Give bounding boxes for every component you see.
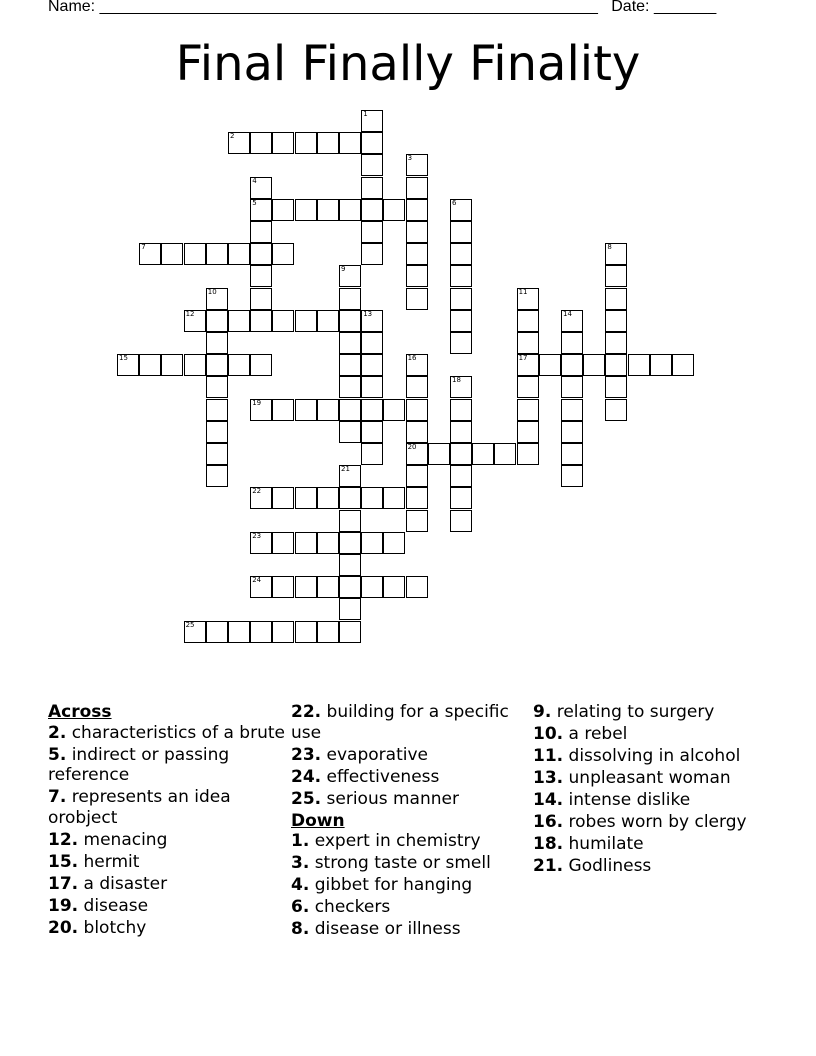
clue-across-17: 17. a disaster <box>48 873 168 894</box>
grid-cell[interactable] <box>517 399 539 421</box>
grid-cell[interactable] <box>361 443 383 465</box>
grid-cell[interactable] <box>317 487 339 509</box>
grid-cell[interactable] <box>339 554 361 576</box>
grid-cell[interactable] <box>317 132 339 154</box>
grid-cell[interactable] <box>250 288 272 310</box>
grid-cell[interactable] <box>339 576 361 598</box>
cell-number: 15 <box>119 354 128 363</box>
grid-cell[interactable] <box>272 199 294 221</box>
grid-cell[interactable] <box>517 288 539 310</box>
grid-cell[interactable] <box>383 532 405 554</box>
grid-cell[interactable] <box>361 199 383 221</box>
grid-cell[interactable] <box>339 532 361 554</box>
grid-cell[interactable] <box>672 354 694 376</box>
grid-cell[interactable] <box>450 510 472 532</box>
grid-cell[interactable] <box>161 354 183 376</box>
cell-number: 20 <box>407 443 417 451</box>
grid-cell[interactable] <box>339 354 361 376</box>
grid-cell[interactable] <box>184 621 206 643</box>
grid-cell[interactable] <box>339 465 361 487</box>
clue-down-1: 1. expert in chemistry <box>291 831 481 851</box>
puzzle-title: Final Finally Finality <box>175 36 641 92</box>
grid-cell[interactable] <box>361 487 383 509</box>
grid-cell[interactable] <box>406 487 428 509</box>
grid-cell[interactable] <box>605 243 627 265</box>
clue-across-23: 23. evaporative <box>291 744 428 765</box>
grid-cell[interactable] <box>206 354 228 376</box>
grid-cell[interactable] <box>317 532 339 554</box>
cell-number: 23 <box>252 531 262 540</box>
grid-cell[interactable] <box>206 376 228 398</box>
grid-cell[interactable] <box>361 532 383 554</box>
grid-cell[interactable] <box>250 354 272 376</box>
clue-down-11: 11. dissolving in alcohol <box>533 746 741 766</box>
grid-cell[interactable] <box>250 265 272 287</box>
grid-cell[interactable] <box>250 399 272 421</box>
grid-cell[interactable] <box>361 221 383 243</box>
grid-cell[interactable] <box>406 154 428 176</box>
across-heading: Across <box>48 702 112 722</box>
grid-cell[interactable] <box>406 376 428 398</box>
grid-cell[interactable] <box>339 310 361 332</box>
grid-cell[interactable] <box>206 421 228 443</box>
clue-down-10: 10. a rebel <box>533 724 628 744</box>
grid-cell[interactable] <box>450 221 472 243</box>
grid-cell[interactable] <box>605 354 627 376</box>
clue-down-4: 4. gibbet for hanging <box>291 875 473 895</box>
grid-cell[interactable] <box>361 399 383 421</box>
grid-cell[interactable] <box>450 265 472 287</box>
grid-cell[interactable] <box>361 376 383 398</box>
grid-cell[interactable] <box>250 621 272 643</box>
clue-across-20: 20. blotchy <box>48 917 147 938</box>
grid-cell[interactable] <box>250 487 272 509</box>
clue-across-24: 24. effectiveness <box>291 766 440 787</box>
clue-down-6: 6. checkers <box>291 897 391 917</box>
grid-cell[interactable] <box>561 443 583 465</box>
grid-cell[interactable] <box>250 532 272 554</box>
grid-cell[interactable] <box>605 399 627 421</box>
grid-cell[interactable] <box>206 332 228 354</box>
grid-cell[interactable] <box>383 399 405 421</box>
clue-down-21: 21. Godliness <box>533 856 652 876</box>
cell-number: 8 <box>607 243 612 252</box>
name-label: Name: <box>48 0 96 15</box>
grid-cell[interactable] <box>228 243 250 265</box>
grid-cell[interactable] <box>184 354 206 376</box>
grid-cell[interactable] <box>206 310 228 332</box>
cell-number: 22 <box>252 487 262 496</box>
grid-cell[interactable] <box>317 399 339 421</box>
cell-number: 17 <box>518 354 528 363</box>
grid-cell[interactable] <box>317 310 339 332</box>
grid-cell[interactable] <box>561 465 583 487</box>
clues-column-1 <box>48 702 288 940</box>
grid-cell[interactable] <box>295 132 317 154</box>
grid-cell[interactable] <box>361 310 383 332</box>
clue-down-14: 14. intense dislike <box>533 790 691 810</box>
clue-across-5: 5. indirect or passing reference <box>48 744 230 785</box>
grid-cell[interactable] <box>339 265 361 287</box>
cell-number: 7 <box>141 243 146 252</box>
grid-cell[interactable] <box>450 399 472 421</box>
cell-number: 4 <box>252 176 257 185</box>
grid-cell[interactable] <box>339 487 361 509</box>
clues-column-3 <box>533 702 783 878</box>
grid-cell[interactable] <box>605 332 627 354</box>
grid-cell[interactable] <box>406 177 428 199</box>
grid-cell[interactable] <box>339 199 361 221</box>
grid-cell[interactable] <box>406 510 428 532</box>
name-line[interactable]: ________________________________________________________ <box>99 0 598 15</box>
grid-cell[interactable] <box>361 177 383 199</box>
grid-cell[interactable] <box>406 443 428 465</box>
grid-cell[interactable] <box>561 421 583 443</box>
grid-cell[interactable] <box>361 243 383 265</box>
grid-cell[interactable] <box>561 399 583 421</box>
grid-cell[interactable] <box>539 354 561 376</box>
grid-cell[interactable] <box>228 354 250 376</box>
cell-number: 9 <box>341 265 346 274</box>
grid-cell[interactable] <box>317 199 339 221</box>
grid-cell[interactable] <box>206 465 228 487</box>
grid-cell[interactable] <box>139 243 161 265</box>
cell-number: 2 <box>230 132 235 141</box>
grid-cell[interactable] <box>228 310 250 332</box>
grid-cell[interactable] <box>650 354 672 376</box>
grid-cell[interactable] <box>450 443 472 465</box>
grid-cell[interactable] <box>117 354 139 376</box>
grid-cell[interactable] <box>339 510 361 532</box>
grid-cell[interactable] <box>139 354 161 376</box>
grid-cell[interactable] <box>517 421 539 443</box>
grid-cell[interactable] <box>450 487 472 509</box>
cell-number: 1 <box>363 110 368 118</box>
cell-number: 10 <box>207 287 217 296</box>
cell-number: 14 <box>563 309 572 318</box>
grid-cell[interactable] <box>228 132 250 154</box>
cell-number: 19 <box>252 398 262 407</box>
grid-cell[interactable] <box>583 354 605 376</box>
grid-cell[interactable] <box>206 288 228 310</box>
grid-cell[interactable] <box>250 132 272 154</box>
grid-cell[interactable] <box>450 421 472 443</box>
grid-cell[interactable] <box>295 532 317 554</box>
grid-cell[interactable] <box>361 354 383 376</box>
cell-number: 11 <box>518 287 528 296</box>
grid-cell[interactable] <box>339 399 361 421</box>
grid-cell[interactable] <box>628 354 650 376</box>
date-label: Date: <box>611 0 650 15</box>
grid-cell[interactable] <box>383 487 405 509</box>
clues-column-2 <box>291 702 531 941</box>
grid-cell[interactable] <box>272 243 294 265</box>
clue-across-7: 7. represents an idea orobject <box>48 787 231 828</box>
grid-cell[interactable] <box>206 443 228 465</box>
grid-cell[interactable] <box>517 376 539 398</box>
grid-cell[interactable] <box>383 576 405 598</box>
grid-cell[interactable] <box>517 443 539 465</box>
date-line[interactable]: _______ <box>653 0 717 15</box>
grid-cell[interactable] <box>295 199 317 221</box>
cell-number: 25 <box>185 620 195 629</box>
grid-cell[interactable] <box>272 399 294 421</box>
cell-number: 5 <box>252 198 257 207</box>
clue-down-3: 3. strong taste or smell <box>291 853 491 873</box>
cell-number: 12 <box>185 309 195 318</box>
grid-cell[interactable] <box>272 532 294 554</box>
grid-cell[interactable] <box>361 332 383 354</box>
grid-cell[interactable] <box>361 132 383 154</box>
grid-cell[interactable] <box>250 221 272 243</box>
grid-cell[interactable] <box>361 421 383 443</box>
grid-cell[interactable] <box>450 199 472 221</box>
grid-cell[interactable] <box>295 399 317 421</box>
grid-cell[interactable] <box>450 376 472 398</box>
cell-number: 21 <box>341 465 350 474</box>
grid-cell[interactable] <box>317 621 339 643</box>
cell-number: 24 <box>252 576 262 585</box>
clue-across-12: 12. menacing <box>48 829 168 850</box>
grid-cell[interactable] <box>406 421 428 443</box>
clue-across-15: 15. hermit <box>48 851 140 872</box>
grid-cell[interactable] <box>561 376 583 398</box>
clue-down-8: 8. disease or illness <box>291 919 461 939</box>
grid-cell[interactable] <box>450 288 472 310</box>
grid-cell[interactable] <box>250 177 272 199</box>
grid-cell[interactable] <box>406 576 428 598</box>
grid-cell[interactable] <box>161 243 183 265</box>
down-heading: Down <box>291 810 345 831</box>
grid-cell[interactable] <box>450 310 472 332</box>
grid-cell[interactable] <box>383 199 405 221</box>
grid-cell[interactable] <box>561 354 583 376</box>
grid-cell[interactable] <box>406 354 428 376</box>
grid-cell[interactable] <box>605 288 627 310</box>
grid-cell[interactable] <box>250 243 272 265</box>
grid-cell[interactable] <box>605 310 627 332</box>
grid-cell[interactable] <box>561 332 583 354</box>
cell-number: 3 <box>407 154 413 163</box>
grid-cell[interactable] <box>250 576 272 598</box>
grid-cell[interactable] <box>406 399 428 421</box>
grid-cell[interactable] <box>605 376 627 398</box>
grid-cell[interactable] <box>317 576 339 598</box>
clue-across-25: 25. serious manner <box>291 788 459 809</box>
clue-down-13: 13. unpleasant woman <box>533 768 731 788</box>
grid-cell[interactable] <box>361 154 383 176</box>
grid-cell[interactable] <box>295 310 317 332</box>
grid-cell[interactable] <box>250 199 272 221</box>
grid-cell[interactable] <box>472 443 494 465</box>
grid-cell[interactable] <box>295 576 317 598</box>
grid-cell[interactable] <box>339 132 361 154</box>
grid-cell[interactable] <box>295 621 317 643</box>
grid-cell[interactable] <box>406 265 428 287</box>
grid-cell[interactable] <box>206 243 228 265</box>
grid-cell[interactable] <box>184 310 206 332</box>
grid-cell[interactable] <box>339 332 361 354</box>
grid-cell[interactable] <box>450 243 472 265</box>
grid-cell[interactable] <box>272 310 294 332</box>
grid-cell[interactable] <box>250 310 272 332</box>
grid-cell[interactable] <box>561 310 583 332</box>
grid-cell[interactable] <box>295 487 317 509</box>
grid-cell[interactable] <box>494 443 516 465</box>
grid-cell[interactable] <box>339 288 361 310</box>
clue-across-19: 19. disease <box>48 895 149 916</box>
grid-cell[interactable] <box>206 621 228 643</box>
grid-cell[interactable] <box>605 265 627 287</box>
cell-number: 18 <box>452 376 461 385</box>
grid-cell[interactable] <box>361 110 383 132</box>
grid-cell[interactable] <box>406 288 428 310</box>
grid-cell[interactable] <box>272 132 294 154</box>
grid-cell[interactable] <box>206 399 228 421</box>
grid-cell[interactable] <box>361 576 383 598</box>
clue-down-18: 18. humilate <box>533 834 644 854</box>
grid-cell[interactable] <box>339 421 361 443</box>
grid-cell[interactable] <box>517 332 539 354</box>
grid-cell[interactable] <box>184 243 206 265</box>
grid-cell[interactable] <box>272 487 294 509</box>
cell-number: 16 <box>407 354 417 363</box>
grid-cell[interactable] <box>228 621 250 643</box>
clue-across-2: 2. characteristics of a brute <box>48 722 285 743</box>
grid-cell[interactable] <box>450 332 472 354</box>
grid-cell[interactable] <box>517 354 539 376</box>
grid-cell[interactable] <box>406 221 428 243</box>
grid-cell[interactable] <box>406 243 428 265</box>
grid-cell[interactable] <box>339 598 361 620</box>
clue-down-9: 9. relating to surgery <box>533 702 715 722</box>
grid-cell[interactable] <box>517 310 539 332</box>
clue-down-16: 16. robes worn by clergy <box>533 812 747 832</box>
grid-cell[interactable] <box>450 465 472 487</box>
clue-across-22: 22. building for a specific use <box>291 702 509 743</box>
grid-cell[interactable] <box>272 621 294 643</box>
grid-cell[interactable] <box>339 376 361 398</box>
grid-cell[interactable] <box>406 199 428 221</box>
grid-cell[interactable] <box>272 576 294 598</box>
grid-cell[interactable] <box>339 621 361 643</box>
cell-number: 6 <box>452 198 457 207</box>
grid-cell[interactable] <box>428 443 450 465</box>
grid-cell[interactable] <box>406 465 428 487</box>
cell-number: 13 <box>363 309 373 318</box>
